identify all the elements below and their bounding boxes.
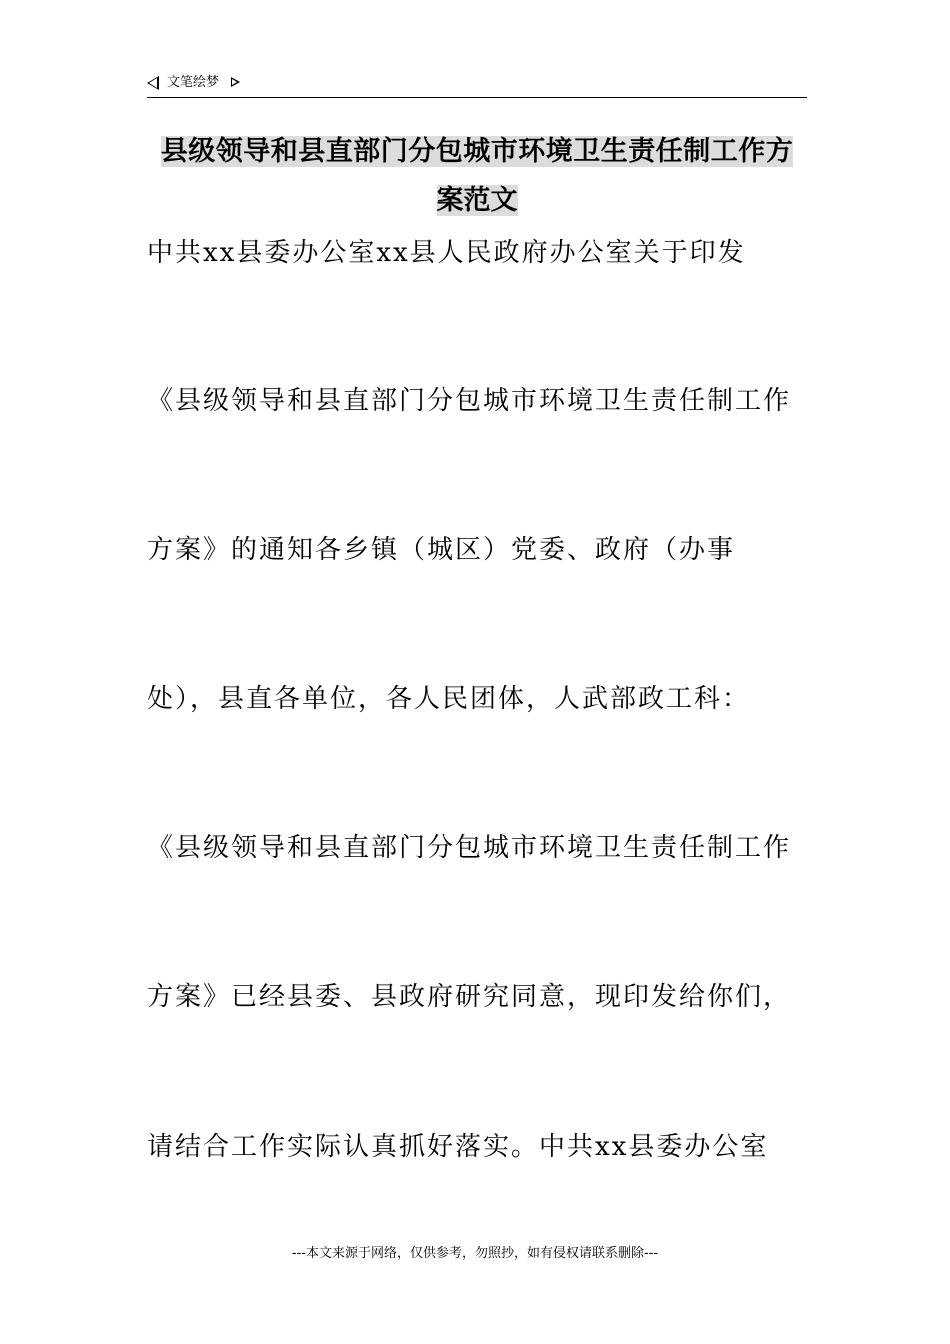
triangle-left-icon <box>147 76 159 90</box>
body-line-4: 处），县直各单位，各人民团体，人武部政工科： <box>147 684 751 714</box>
body-line-7: 请结合工作实际认真抓好落实。中共xx县委办公室 <box>147 1132 769 1162</box>
header-divider <box>147 97 807 98</box>
triangle-right-icon <box>231 77 240 87</box>
document-title-line-2: 案范文 <box>436 185 518 216</box>
document-title-line-1: 县级领导和县直部门分包城市环境卫生责任制工作方 <box>160 136 794 167</box>
body-line-5: 《县级领导和县直部门分包城市环境卫生责任制工作 <box>147 833 792 863</box>
page-footer: ---本文来源于网络，仅供参考，勿照抄，如有侵权请联系删除--- <box>291 1246 659 1261</box>
body-line-1: 中共xx县委办公室xx县人民政府办公室关于印发 <box>147 238 746 268</box>
body-line-6: 方案》已经县委、县政府研究同意，现印发给你们， <box>147 982 792 1012</box>
header-brand: 文笔绘梦 <box>167 75 220 90</box>
body-line-2: 《县级领导和县直部门分包城市环境卫生责任制工作 <box>147 386 792 416</box>
page-header <box>147 74 807 98</box>
body-line-3: 方案》的通知各乡镇（城区）党委、政府（办事 <box>147 535 736 565</box>
